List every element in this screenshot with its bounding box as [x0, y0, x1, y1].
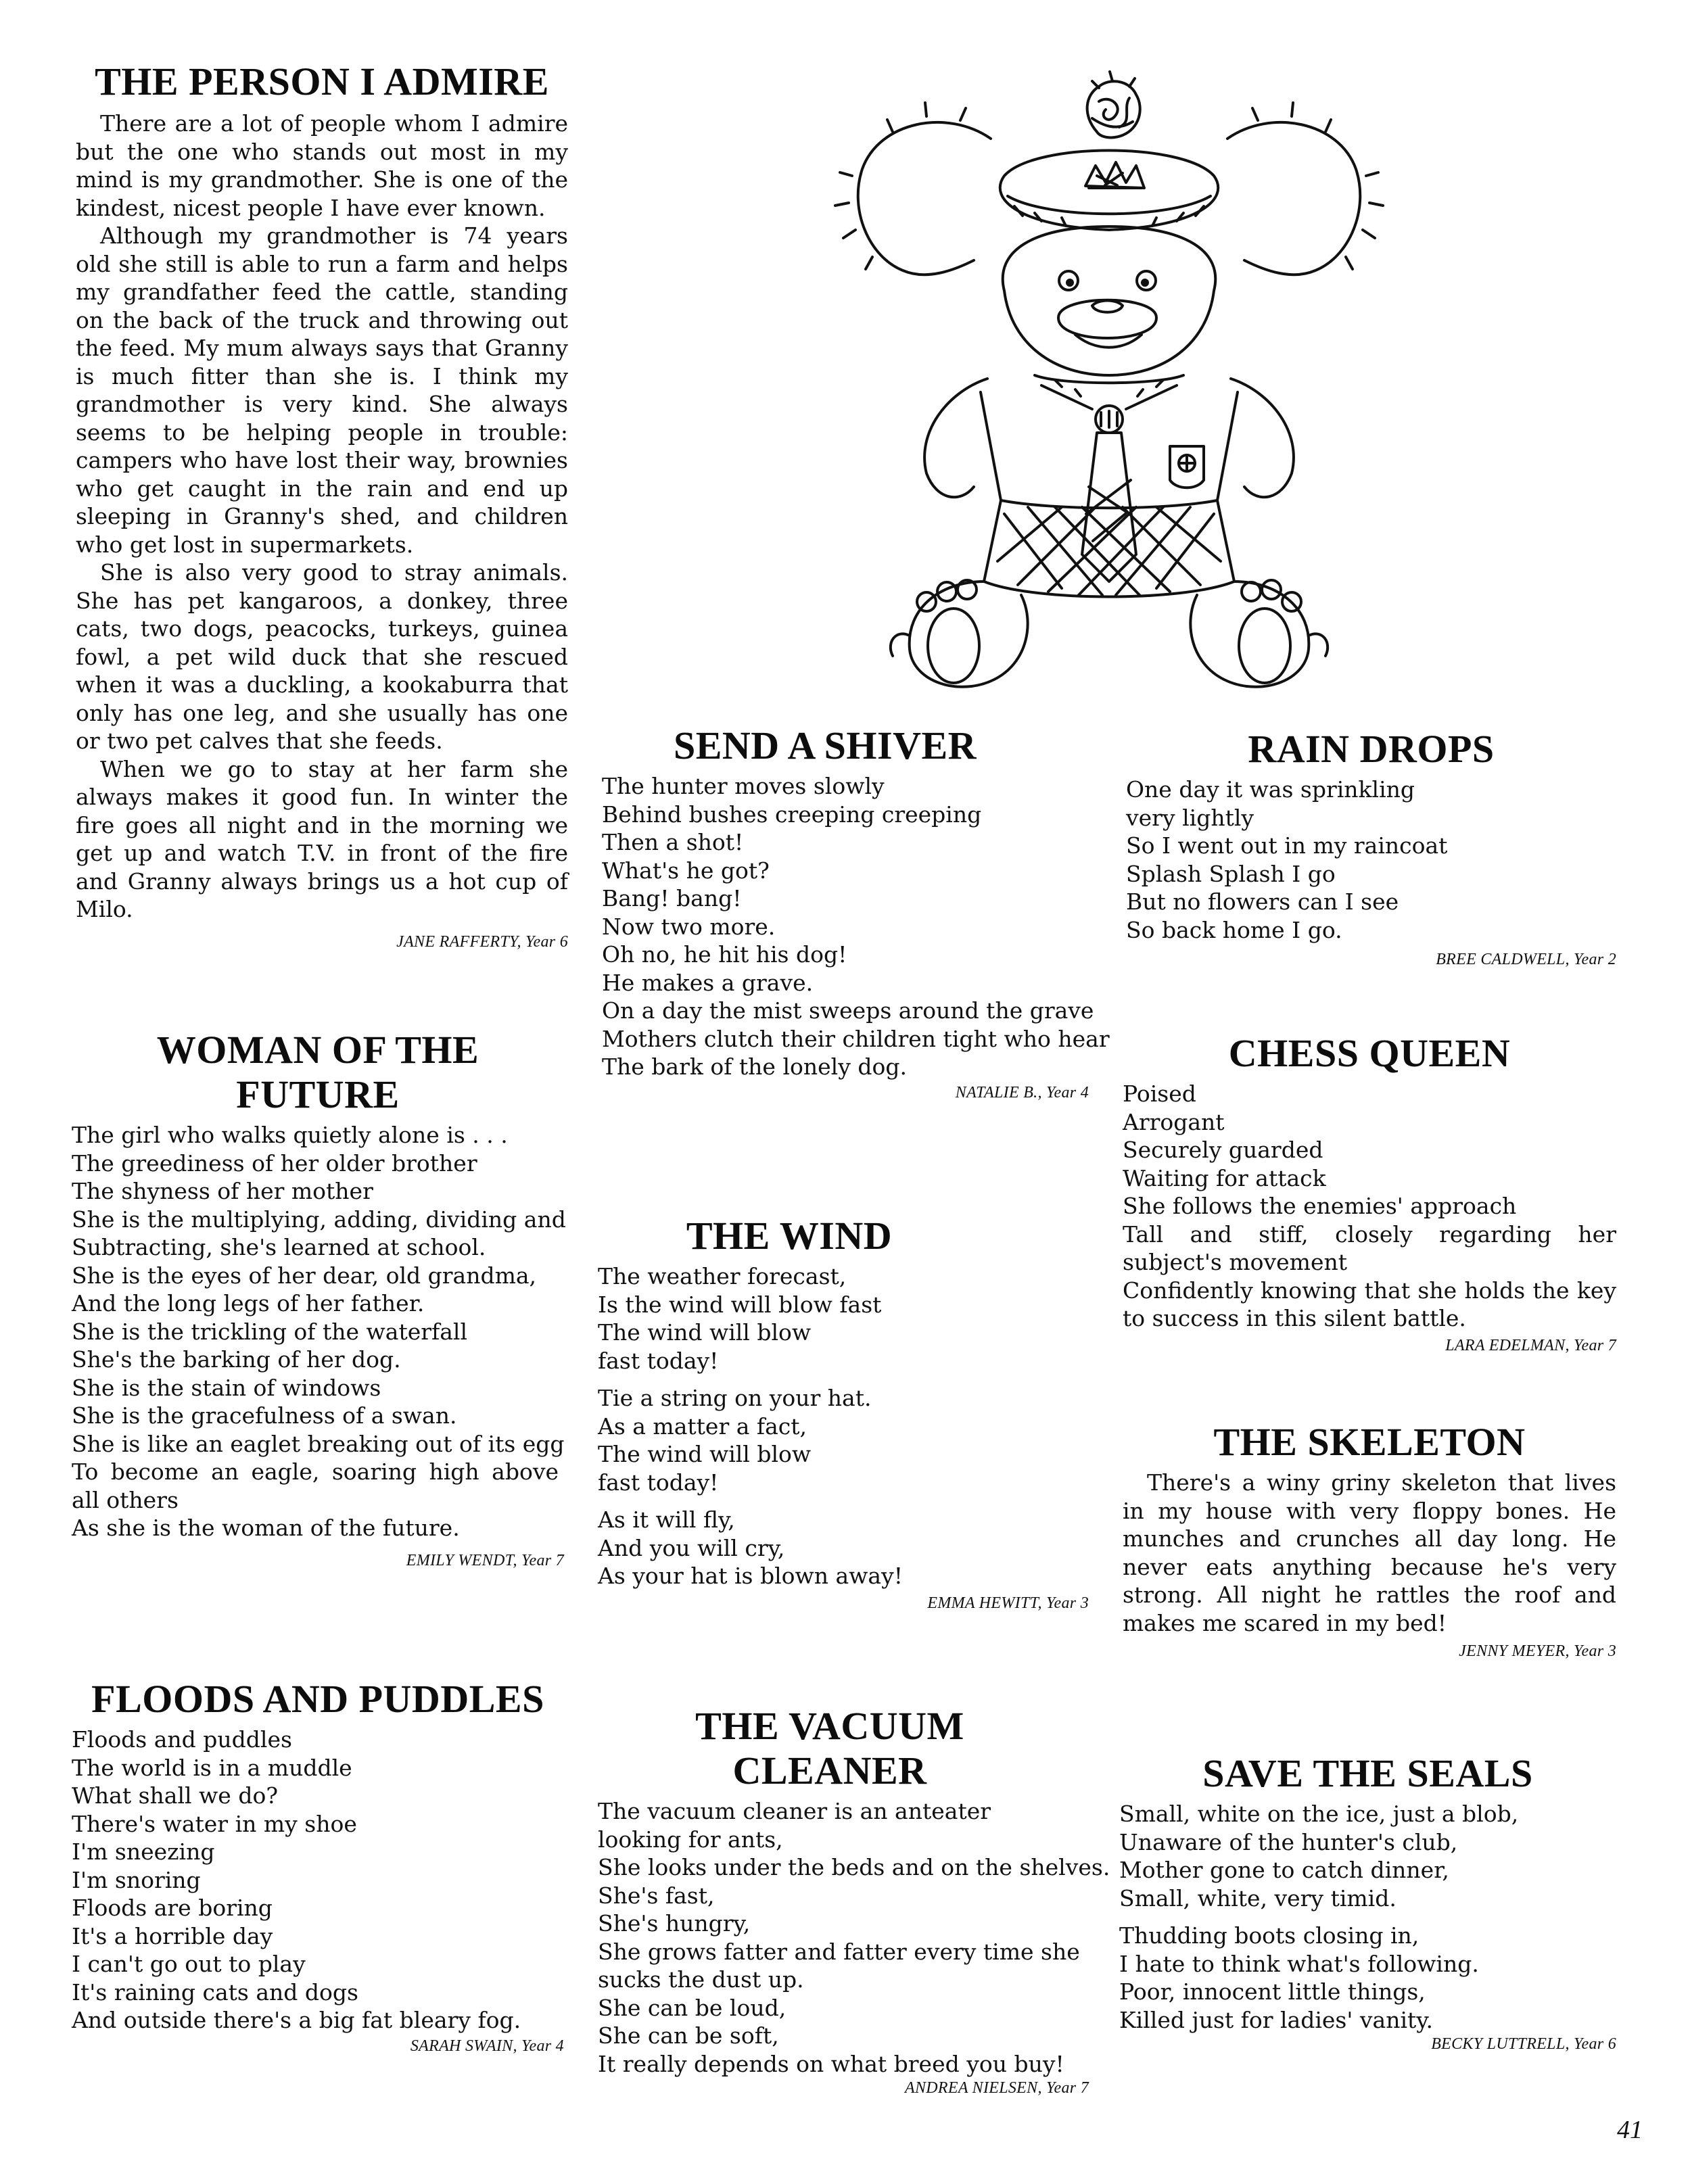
poem-the-wind [598, 1214, 1089, 1613]
author-credit: NATALIE B., Year 4 [955, 1083, 1089, 1101]
poem-line: Floods are boring [72, 1895, 273, 1921]
poem-line: Then a shot! [602, 829, 744, 855]
poem-line: Poised [1123, 1081, 1196, 1107]
page-number: 41 [1617, 2116, 1643, 2144]
heading-the-skeleton: THE SKELETON [1213, 1420, 1526, 1464]
poem-line: Arrogant [1123, 1108, 1225, 1135]
poem-line: I can't go out to play [72, 1951, 306, 1977]
poem-line: And outside there's a big fat bleary fog. [72, 2007, 521, 2033]
poem-line: She's fast, [598, 1882, 715, 1909]
poem-line: It's a horrible day [72, 1922, 273, 1949]
poem-line: Small, white on the ice, just a blob, [1119, 1801, 1519, 1827]
poem-line: Oh no, he hit his dog! [602, 941, 847, 968]
poem-line: fast today! [598, 1469, 719, 1496]
poem-line: looking for ants, [598, 1826, 783, 1853]
paragraph: Although my grandmother is 74 years old she still is able to run a farm and helps my grandfather feed the cattle, standing on the back of the truck and throwing out the feed. My mum always says that Granny is much fitter than she is. I think my grandmother is very kind. She always seems to be helping people in trouble: campers who have lost their way, brownies who get caught in the rain and end up sleeping in Granny's shed, and children who get lost in supermarkets. [76, 222, 568, 558]
heading-the-wind: THE WIND [686, 1214, 893, 1258]
poem-line: fast today! [598, 1347, 719, 1374]
author-credit: JANE RAFFERTY, Year 6 [396, 932, 568, 951]
poem-line: He makes a grave. [602, 969, 814, 996]
author-credit: EMILY WENDT, Year 7 [406, 1551, 564, 1569]
poem-line: Mothers clutch their children tight who hear [602, 1025, 1110, 1052]
poem-line: She can be loud, [598, 1994, 787, 2021]
poem-line: She's hungry, [598, 1910, 751, 1937]
poem-line: The girl who walks quietly alone is . . . [72, 1122, 508, 1148]
heading-rain-drops: RAIN DROPS [1248, 727, 1495, 771]
paragraph: There's a winy griny skeleton that lives in my house with very floppy bones. He munches and crunches all day long. He never eats anything because he's very strong. All night he rattles the roof and makes me scared in my bed! [1123, 1469, 1616, 1636]
poem-line: Killed just for ladies' vanity. [1119, 2006, 1434, 2033]
poem-line: And the long legs of her father. [72, 1290, 425, 1316]
poem-chess-queen [1123, 1031, 1616, 1356]
poem-line: But no flowers can I see [1126, 888, 1399, 915]
poem-line: The wind will blow [598, 1441, 812, 1467]
poem-line: Small, white, very timid. [1119, 1884, 1396, 1912]
poem-line: Bang! bang! [602, 885, 742, 911]
poem-line: The wind will blow [598, 1319, 812, 1346]
poem-line: To become an eagle, soaring high above all others [72, 1458, 559, 1513]
author-credit: BECKY LUTTRELL, Year 6 [1431, 2035, 1616, 2053]
poem-line: She is the stain of windows [72, 1374, 381, 1401]
author-credit: EMMA HEWITT, Year 3 [927, 1594, 1089, 1612]
poem-line: Is the wind will blow fast [598, 1291, 882, 1318]
poem-line: As it will fly, [598, 1506, 735, 1533]
paragraph: When we go to stay at her farm she always makes it good fun. In winter the fire goes all night and in the morning we get up and watch T.V. in front of the fire and Granny always brings us a hot cup of Milo. [76, 755, 568, 922]
poem-line: She follows the enemies' approach [1123, 1193, 1517, 1219]
poem-line: I'm sneezing [72, 1838, 215, 1865]
story-the-skeleton [1123, 1420, 1616, 1661]
paragraph: There are a lot of people whom I admire but the one who stands out most in my mind is my grandmother. She is one of the kindest, nicest people I have ever known. [76, 110, 568, 221]
poem-line: She is the gracefulness of a swan. [72, 1402, 457, 1429]
poem-rain-drops [1126, 727, 1616, 970]
poem-line: The weather forecast, [598, 1263, 847, 1289]
poem-the-vacuum-cleaner [598, 1704, 1110, 2098]
poem-line: What shall we do? [72, 1782, 279, 1809]
poem-line: I'm snoring [72, 1866, 201, 1893]
author-credit: ANDREA NIELSEN, Year 7 [905, 2079, 1089, 2097]
poem-line: Confidently knowing that she holds the key to success in this silent battle. [1123, 1277, 1616, 1331]
heading-save-the-seals: SAVE THE SEALS [1202, 1751, 1533, 1795]
poem-line: Poor, innocent little things, [1119, 1978, 1426, 2005]
poem-line: She's the barking of her dog. [72, 1346, 401, 1373]
poem-line: The bark of the lonely dog. [602, 1053, 907, 1080]
poem-line: Thudding boots closing in, [1119, 1922, 1419, 1949]
poem-line: The world is in a muddle [72, 1754, 352, 1781]
poem-line: The vacuum cleaner is an anteater [598, 1798, 991, 1824]
poem-save-the-seals [1119, 1751, 1616, 2054]
poem-line: Waiting for attack [1123, 1164, 1326, 1191]
poem-line: She is the eyes of her dear, old grandma, [72, 1262, 537, 1289]
poem-line: She can be soft, [598, 2022, 779, 2049]
poem-line: As a matter a fact, [598, 1413, 807, 1440]
poem-line: It's raining cats and dogs [72, 1978, 358, 2005]
poem-line: Tie a string on your hat. [598, 1385, 872, 1411]
heading-send-a-shiver: SEND A SHIVER [673, 723, 977, 767]
poem-floods-and-puddles [72, 1677, 564, 2056]
poem-line: Mother gone to catch dinner, [1119, 1857, 1449, 1883]
poem-line: She looks under the beds and on the shelves. [598, 1854, 1110, 1880]
poem-line: As your hat is blown away! [598, 1563, 903, 1589]
poem-line: Securely guarded [1123, 1137, 1323, 1163]
poem-send-a-shiver [602, 723, 1110, 1103]
poem-line: Now two more. [602, 913, 776, 940]
poem-line: Tall and stiff, closely regarding her subject's movement [1123, 1220, 1616, 1275]
poem-line: One day it was sprinkling [1126, 776, 1415, 803]
heading-chess-queen: CHESS QUEEN [1228, 1031, 1511, 1075]
poem-line: As she is the woman of the future. [72, 1515, 460, 1541]
poem-line: There's water in my shoe [72, 1810, 357, 1837]
heading-the-person-i-admire: THE PERSON I ADMIRE [95, 60, 549, 103]
poem-line: The hunter moves slowly [602, 773, 885, 799]
author-credit: BREE CALDWELL, Year 2 [1436, 951, 1616, 968]
poem-line: On a day the mist sweeps around the grave [602, 997, 1094, 1024]
poem-line: Subtracting, she's learned at school. [72, 1234, 486, 1260]
poem-line: very lightly [1126, 804, 1254, 831]
poem-line: I hate to think what's following. [1119, 1950, 1479, 1977]
poem-line: She is like an eaglet breaking out of its egg [72, 1430, 565, 1457]
poem-line: She grows fatter and fatter every time she sucks the dust up. [598, 1938, 1080, 1993]
article-the-person-i-admire [76, 60, 568, 952]
poem-line: What's he got? [602, 857, 770, 884]
poem-line: Floods and puddles [72, 1726, 292, 1753]
heading-the-vacuum-cleaner: THE VACUUM CLEANER [695, 1704, 964, 1793]
poem-line: So I went out in my raincoat [1126, 832, 1448, 859]
poem-line: Unaware of the hunter's club, [1119, 1828, 1458, 1855]
author-credit: SARAH SWAIN, Year 4 [410, 2037, 564, 2055]
heading-floods-and-puddles: FLOODS AND PUDDLES [91, 1677, 544, 1721]
poem-line: She is the trickling of the waterfall [72, 1318, 468, 1345]
poem-line: It really depends on what breed you buy! [598, 2050, 1064, 2077]
author-credit: LARA EDELMAN, Year 7 [1445, 1336, 1616, 1354]
heading-woman-of-the-future: WOMAN OF THE FUTURE [156, 1028, 479, 1116]
poem-line: The shyness of her mother [72, 1178, 373, 1204]
teddy-bear-illustration [832, 68, 1386, 717]
author-credit: JENNY MEYER, Year 3 [1459, 1642, 1616, 1660]
poem-line: The greediness of her older brother [72, 1149, 477, 1177]
poem-line: She is the multiplying, adding, dividing and [72, 1206, 566, 1233]
paragraph: She is also very good to stray animals. She has pet kangaroos, a donkey, three cats, two dogs, peacocks, turkeys, guinea fowl, a pet wild duck that she rescued when it was a duckling, a kookaburra that only has one leg, and she usually has one or two pet calves that she feeds. [76, 559, 568, 754]
poem-line: So back home I go. [1126, 916, 1342, 943]
poem-woman-of-the-future [72, 1028, 564, 1571]
poem-line: And you will cry, [598, 1534, 785, 1561]
poem-line: Behind bushes creeping creeping [602, 801, 982, 828]
poem-line: Splash Splash I go [1126, 860, 1336, 887]
